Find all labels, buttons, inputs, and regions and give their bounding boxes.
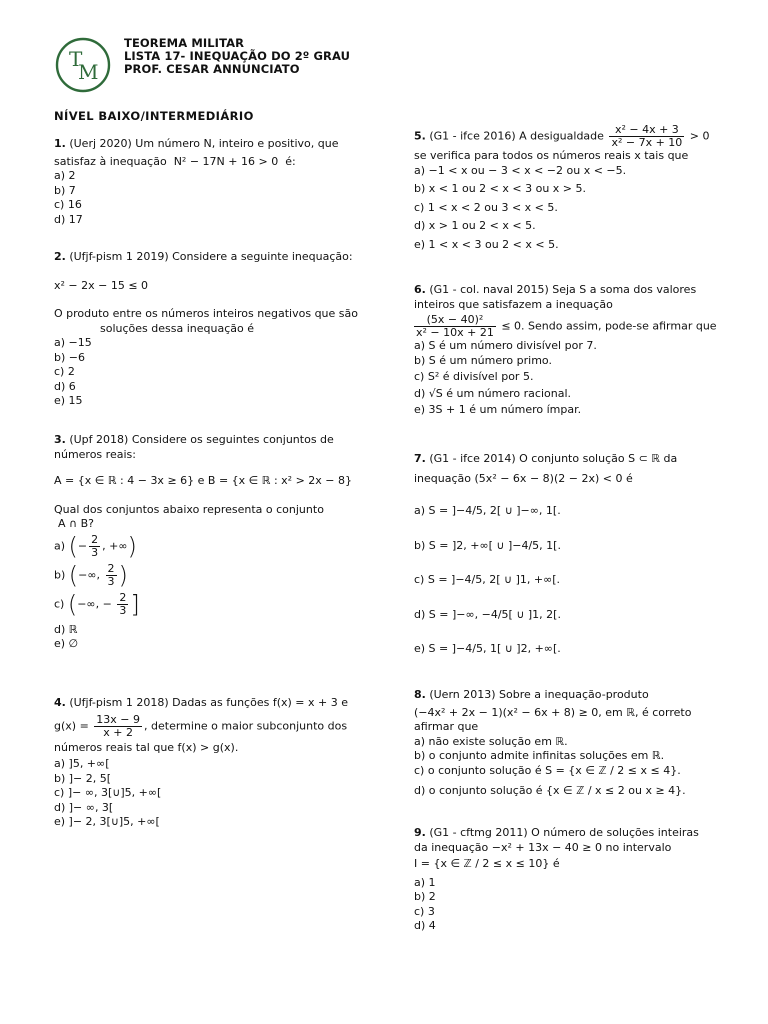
- option-c[interactable]: c) 3: [414, 904, 435, 918]
- option-b[interactable]: b) 7: [54, 183, 76, 197]
- option-e[interactable]: e) 1 < x < 3 ou 2 < x < 5.: [414, 237, 559, 251]
- option-a[interactable]: a) não existe solução em ℝ.: [414, 734, 568, 748]
- header-professor: PROF. CESAR ANNUNCIATO: [124, 62, 300, 76]
- inequation: (−4x² + 2x − 1)(x² − 6x + 8) ≥ 0, em ℝ, é correto: [414, 705, 692, 719]
- question-text: (Upf 2018) Considere os seguintes conjuntos de: [69, 433, 334, 446]
- option-a[interactable]: a) (− $\frac{2}{3}$ , +∞): [54, 531, 137, 560]
- question-7: [414, 452, 734, 657]
- question-number: 5.: [414, 129, 426, 143]
- option-e[interactable]: e) 3S + 1 é um número ímpar.: [414, 403, 582, 416]
- option-d[interactable]: d) 4: [414, 919, 436, 932]
- header-school: TEOREMA MILITAR: [124, 36, 245, 50]
- question-text: é:: [285, 154, 296, 168]
- option-d[interactable]: d) ]− ∞, 3[: [54, 800, 114, 814]
- question-text: satisfaz à inequação: [54, 154, 167, 168]
- question-6: [414, 283, 734, 418]
- question-number: 4.: [54, 696, 66, 709]
- question-text: afirmar que: [414, 720, 479, 733]
- svg-text:M: M: [78, 60, 99, 84]
- option-b[interactable]: b) S é um número primo.: [414, 353, 552, 367]
- question-text: (Uern 2013) Sobre a inequação-produto: [429, 688, 649, 701]
- fraction-denominator: x + 2: [103, 725, 134, 739]
- question-text: números reais tal que f(x) > g(x).: [54, 740, 239, 754]
- question-number: 1.: [54, 137, 66, 150]
- question-number: 7.: [414, 452, 426, 465]
- option-c[interactable]: c) o conjunto solução é S = {x ∈ ℤ / 2 ≤ x ≤ 4}.: [414, 763, 681, 777]
- question-text: soluções dessa inequação é: [100, 321, 254, 335]
- question-text: (Uerj 2020) Um número N, inteiro e positivo, que: [69, 137, 339, 150]
- option-c[interactable]: c) 1 < x < 2 ou 3 < x < 5.: [414, 200, 558, 214]
- option-d[interactable]: d) ℝ: [54, 622, 78, 636]
- header-list-title: LISTA 17- INEQUAÇÃO DO 2º GRAU: [124, 49, 351, 63]
- question-text: inteiros que satisfazem a inequação: [414, 297, 613, 311]
- question-text: (Ufjf-pism 1 2019) Considere a seguinte inequação:: [69, 250, 353, 263]
- question-text: Qual dos conjuntos abaixo representa o conjunto: [54, 502, 324, 516]
- option-a[interactable]: a) ]5, +∞[: [54, 757, 110, 770]
- svg-text:T: T: [69, 47, 83, 71]
- question-3: [54, 433, 374, 652]
- option-a[interactable]: a) 1: [414, 875, 436, 889]
- option-a[interactable]: a) −1 < x ou − 3 < x < −2 ou x < −5.: [414, 163, 627, 177]
- question-1: [54, 137, 374, 227]
- document-header: [124, 37, 350, 76]
- option-d[interactable]: d) x > 1 ou 2 < x < 5.: [414, 219, 536, 232]
- option-c[interactable]: c) 16: [54, 198, 82, 211]
- question-number: 3.: [54, 433, 66, 446]
- question-text: A ∩ B?: [58, 517, 94, 530]
- option-b[interactable]: b) o conjunto admite infinitas soluções em ℝ.: [414, 749, 665, 762]
- fraction-denominator: x² − 7x + 10: [611, 136, 683, 149]
- option-a[interactable]: a) −15: [54, 336, 92, 349]
- option-b[interactable]: b) ]− 2, 5[: [54, 771, 112, 785]
- inequation: N² − 17N + 16 > 0: [173, 154, 279, 168]
- level-heading: NÍVEL BAIXO/INTERMEDIÁRIO: [54, 109, 254, 123]
- question-text: (G1 - ifce 2016) A desigualdade: [429, 129, 604, 143]
- fraction-numerator: x² − 4x + 3: [609, 124, 684, 137]
- question-text: (G1 - ifce 2014) O conjunto solução S ⊂ ℝ da: [429, 452, 678, 465]
- option-d[interactable]: d) √S é um número racional.: [414, 386, 572, 400]
- question-2: [54, 250, 374, 409]
- question-8: [414, 688, 734, 799]
- question-text: ≤ 0. Sendo assim, pode-se afirmar que: [501, 319, 717, 333]
- option-c[interactable]: c) S² é divisível por 5.: [414, 370, 534, 383]
- function-g: g(x) =: [54, 719, 89, 732]
- fraction-denominator: x² − 10x + 21: [416, 326, 494, 339]
- option-c[interactable]: c) 2: [54, 365, 75, 378]
- option-e[interactable]: e) ]− 2, 3[∪]5, +∞[: [54, 815, 160, 828]
- option-b[interactable]: b) 2: [414, 890, 436, 903]
- option-d[interactable]: d) 17: [54, 212, 83, 226]
- option-b[interactable]: b) x < 1 ou 2 < x < 3 ou x > 5.: [414, 182, 587, 195]
- fraction-numerator: (5x − 40)²: [414, 314, 496, 327]
- question-4: [54, 696, 374, 830]
- inequation: (5x² − 6x − 8)(2 − 2x) < 0: [474, 471, 623, 485]
- inequation: x² − 2x − 15 ≤ 0: [54, 278, 149, 292]
- option-a[interactable]: a) 2: [54, 169, 76, 182]
- option-e[interactable]: e) ∅: [54, 637, 79, 650]
- question-text: O produto entre os números inteiros negativos que são: [54, 307, 358, 320]
- question-text: , determine o maior subconjunto dos: [144, 719, 348, 732]
- question-text: (Ufjf-pism 1 2018) Dadas as funções f(x) = x + 3 e: [69, 696, 348, 709]
- option-c[interactable]: c) ]− ∞, 3[∪]5, +∞[: [54, 786, 162, 799]
- question-number: 9.: [414, 826, 426, 839]
- option-e[interactable]: e) S = ]−4/5, 1[ ∪ ]2, +∞[.: [414, 642, 561, 655]
- question-text: é: [625, 471, 633, 485]
- option-b[interactable]: b) (−∞, $\frac{2}{3}$ ): [54, 560, 128, 589]
- question-number: 6.: [414, 283, 426, 296]
- option-b[interactable]: b) S = ]2, +∞[ ∪ ]−4/5, 1[.: [414, 538, 561, 552]
- question-number: 8.: [414, 688, 426, 701]
- fraction-numerator: 13x − 9: [96, 712, 141, 726]
- option-e[interactable]: e) 15: [54, 394, 83, 407]
- interval-definition: I = {x ∈ ℤ / 2 ≤ x ≤ 10} é: [414, 857, 560, 870]
- option-c[interactable]: c) (−∞, − $\frac{2}{3}$ ]: [54, 589, 140, 618]
- sets-definition: A = {x ∈ ℝ : 4 − 3x ≥ 6} e B = {x ∈ ℝ : x² > 2x − 8}: [54, 474, 353, 487]
- option-d[interactable]: d) S = ]−∞, −4/5[ ∪ ]1, 2[.: [414, 607, 561, 621]
- option-b[interactable]: b) −6: [54, 350, 85, 364]
- question-text: (G1 - cftmg 2011) O número de soluções inteiras: [429, 826, 699, 839]
- option-a[interactable]: a) S é um número divisível por 7.: [414, 339, 597, 352]
- teorema-militar-logo: [54, 36, 112, 94]
- question-5: [414, 124, 734, 252]
- option-a[interactable]: a) S = ]−4/5, 2[ ∪ ]−∞, 1[.: [414, 504, 561, 517]
- option-c[interactable]: c) S = ]−4/5, 2[ ∪ ]1, +∞[.: [414, 573, 561, 586]
- option-d[interactable]: d) o conjunto solução é {x ∈ ℤ / x ≤ 2 ou x ≥ 4}.: [414, 784, 686, 797]
- question-9: [414, 826, 734, 934]
- option-d[interactable]: d) 6: [54, 379, 76, 393]
- question-text: números reais:: [54, 447, 136, 461]
- question-number: 2.: [54, 250, 66, 263]
- question-text: (G1 - col. naval 2015) Seja S a soma dos valores: [429, 283, 697, 296]
- question-text: se verifica para todos os números reais x tais que: [414, 149, 689, 162]
- question-text: > 0: [689, 129, 710, 143]
- question-text: inequação: [414, 471, 472, 485]
- question-text: da inequação −x² + 13x − 40 ≥ 0 no intervalo: [414, 840, 672, 854]
